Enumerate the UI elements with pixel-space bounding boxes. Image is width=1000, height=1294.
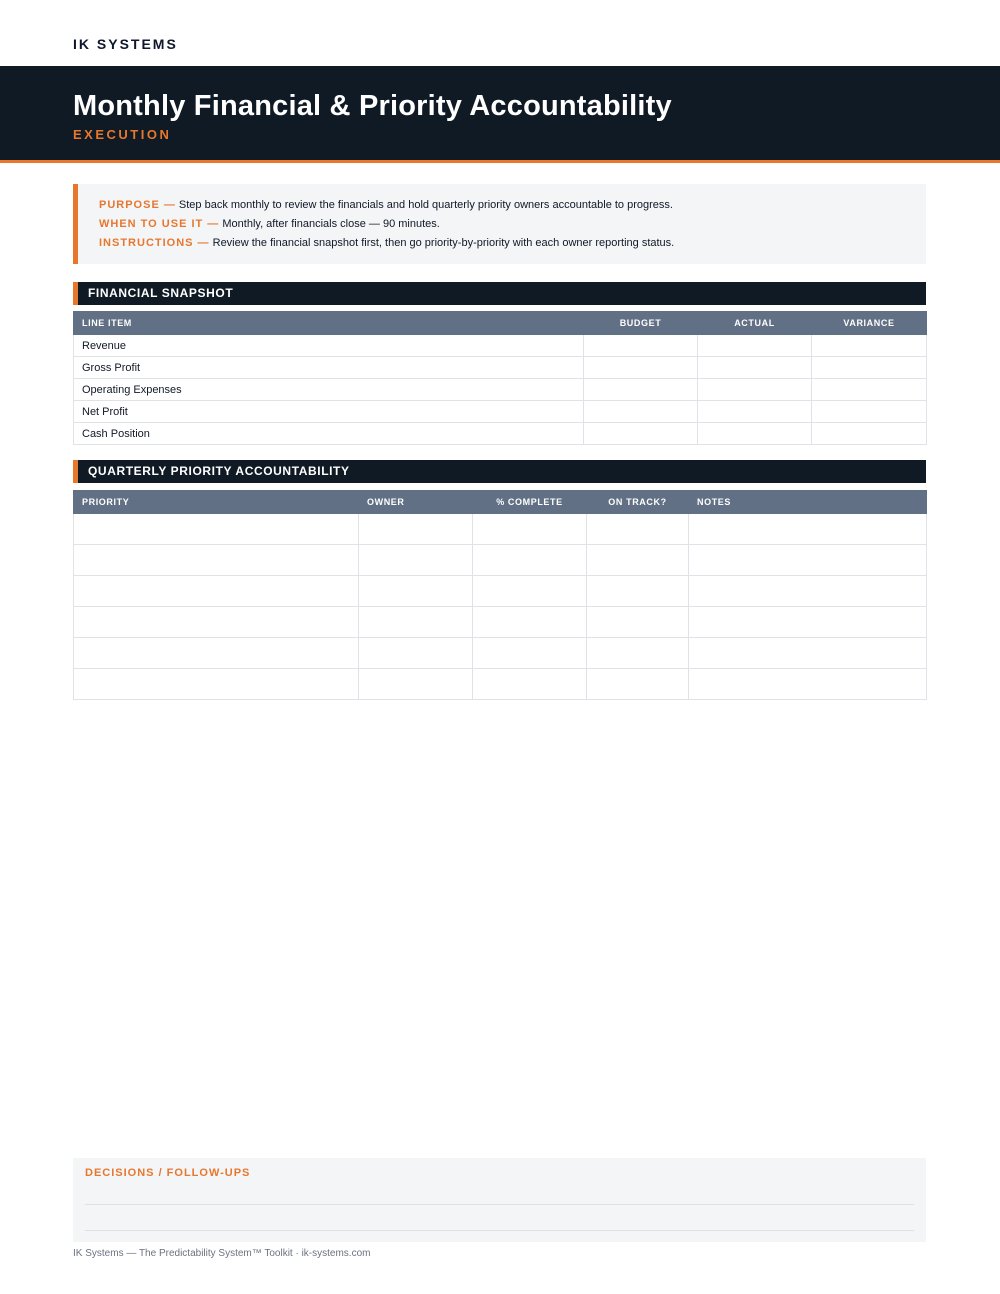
on-track-cell[interactable] bbox=[587, 514, 689, 545]
percent-complete-cell[interactable] bbox=[473, 669, 587, 700]
priority-cell[interactable] bbox=[74, 638, 359, 669]
decisions-title: DECISIONS / FOLLOW-UPS bbox=[85, 1167, 251, 1179]
table-row bbox=[74, 669, 927, 700]
purpose-line bbox=[99, 196, 926, 215]
page-title: Monthly Financial & Priority Accountability bbox=[73, 90, 672, 122]
column-header-variance: VARIANCE bbox=[812, 312, 927, 335]
budget-cell[interactable] bbox=[584, 401, 698, 423]
financial-snapshot-table bbox=[73, 311, 927, 445]
table-row bbox=[74, 576, 927, 607]
priority-cell[interactable] bbox=[74, 545, 359, 576]
line-item-cell: Gross Profit bbox=[74, 357, 584, 379]
budget-cell[interactable] bbox=[584, 379, 698, 401]
notes-cell[interactable] bbox=[689, 514, 927, 545]
actual-cell[interactable] bbox=[698, 335, 812, 357]
column-header-owner: OWNER bbox=[359, 491, 473, 514]
on-track-cell[interactable] bbox=[587, 669, 689, 700]
priority-cell[interactable] bbox=[74, 514, 359, 545]
line-item-cell: Operating Expenses bbox=[74, 379, 584, 401]
owner-cell[interactable] bbox=[359, 545, 473, 576]
variance-cell[interactable] bbox=[812, 335, 927, 357]
page-footer: IK Systems — The Predictability System™ Toolkit · ik-systems.com bbox=[73, 1248, 371, 1259]
priority-cell[interactable] bbox=[74, 669, 359, 700]
percent-complete-cell[interactable] bbox=[473, 576, 587, 607]
purpose-label: PURPOSE — bbox=[99, 199, 176, 211]
actual-cell[interactable] bbox=[698, 401, 812, 423]
line-item-cell: Net Profit bbox=[74, 401, 584, 423]
table-row bbox=[74, 401, 927, 423]
page-header bbox=[0, 66, 1000, 163]
instructions-label: INSTRUCTIONS — bbox=[99, 237, 210, 249]
line-item-cell: Cash Position bbox=[74, 423, 584, 445]
table-row bbox=[74, 514, 927, 545]
notes-cell[interactable] bbox=[689, 545, 927, 576]
budget-cell[interactable] bbox=[584, 357, 698, 379]
owner-cell[interactable] bbox=[359, 514, 473, 545]
column-header-budget: BUDGET bbox=[584, 312, 698, 335]
when-text: Monthly, after financials close — 90 minutes. bbox=[219, 218, 440, 230]
column-header-on-track: ON TRACK? bbox=[587, 491, 689, 514]
table-row bbox=[74, 379, 927, 401]
column-header-priority: PRIORITY bbox=[74, 491, 359, 514]
financial-snapshot-heading: FINANCIAL SNAPSHOT bbox=[73, 282, 926, 305]
instructions-text: Review the financial snapshot first, then go priority-by-priority with each owner reporting status. bbox=[209, 237, 675, 249]
percent-complete-cell[interactable] bbox=[473, 545, 587, 576]
budget-cell[interactable] bbox=[584, 423, 698, 445]
actual-cell[interactable] bbox=[698, 423, 812, 445]
actual-cell[interactable] bbox=[698, 357, 812, 379]
quarterly-priority-table bbox=[73, 490, 927, 700]
column-header-actual: ACTUAL bbox=[698, 312, 812, 335]
notes-cell[interactable] bbox=[689, 638, 927, 669]
owner-cell[interactable] bbox=[359, 607, 473, 638]
decisions-write-line[interactable] bbox=[85, 1230, 914, 1231]
owner-cell[interactable] bbox=[359, 576, 473, 607]
page-subtitle: EXECUTION bbox=[73, 127, 172, 142]
instructions-line bbox=[99, 234, 926, 253]
purpose-box bbox=[73, 184, 926, 264]
owner-cell[interactable] bbox=[359, 669, 473, 700]
table-header-row bbox=[74, 491, 927, 514]
purpose-text: Step back monthly to review the financials and hold quarterly priority owners accountable to progress. bbox=[175, 199, 673, 211]
table-row bbox=[74, 335, 927, 357]
priority-cell[interactable] bbox=[74, 607, 359, 638]
priority-cell[interactable] bbox=[74, 576, 359, 607]
notes-cell[interactable] bbox=[689, 669, 927, 700]
on-track-cell[interactable] bbox=[587, 576, 689, 607]
notes-cell[interactable] bbox=[689, 576, 927, 607]
when-line bbox=[99, 215, 926, 234]
decisions-box bbox=[73, 1158, 926, 1242]
table-row bbox=[74, 357, 927, 379]
when-label: WHEN TO USE IT — bbox=[99, 218, 220, 230]
table-row bbox=[74, 638, 927, 669]
decisions-write-line[interactable] bbox=[85, 1204, 914, 1205]
on-track-cell[interactable] bbox=[587, 545, 689, 576]
percent-complete-cell[interactable] bbox=[473, 514, 587, 545]
variance-cell[interactable] bbox=[812, 357, 927, 379]
percent-complete-cell[interactable] bbox=[473, 607, 587, 638]
column-header-percent-complete: % COMPLETE bbox=[473, 491, 587, 514]
table-row bbox=[74, 423, 927, 445]
on-track-cell[interactable] bbox=[587, 607, 689, 638]
quarterly-priority-heading: QUARTERLY PRIORITY ACCOUNTABILITY bbox=[73, 460, 926, 483]
table-row bbox=[74, 607, 927, 638]
variance-cell[interactable] bbox=[812, 379, 927, 401]
column-header-notes: NOTES bbox=[689, 491, 927, 514]
variance-cell[interactable] bbox=[812, 423, 927, 445]
variance-cell[interactable] bbox=[812, 401, 927, 423]
notes-cell[interactable] bbox=[689, 607, 927, 638]
column-header-line-item: LINE ITEM bbox=[74, 312, 584, 335]
budget-cell[interactable] bbox=[584, 335, 698, 357]
brand-name: IK SYSTEMS bbox=[73, 36, 178, 52]
percent-complete-cell[interactable] bbox=[473, 638, 587, 669]
table-row bbox=[74, 545, 927, 576]
owner-cell[interactable] bbox=[359, 638, 473, 669]
line-item-cell: Revenue bbox=[74, 335, 584, 357]
actual-cell[interactable] bbox=[698, 379, 812, 401]
table-header-row bbox=[74, 312, 927, 335]
on-track-cell[interactable] bbox=[587, 638, 689, 669]
